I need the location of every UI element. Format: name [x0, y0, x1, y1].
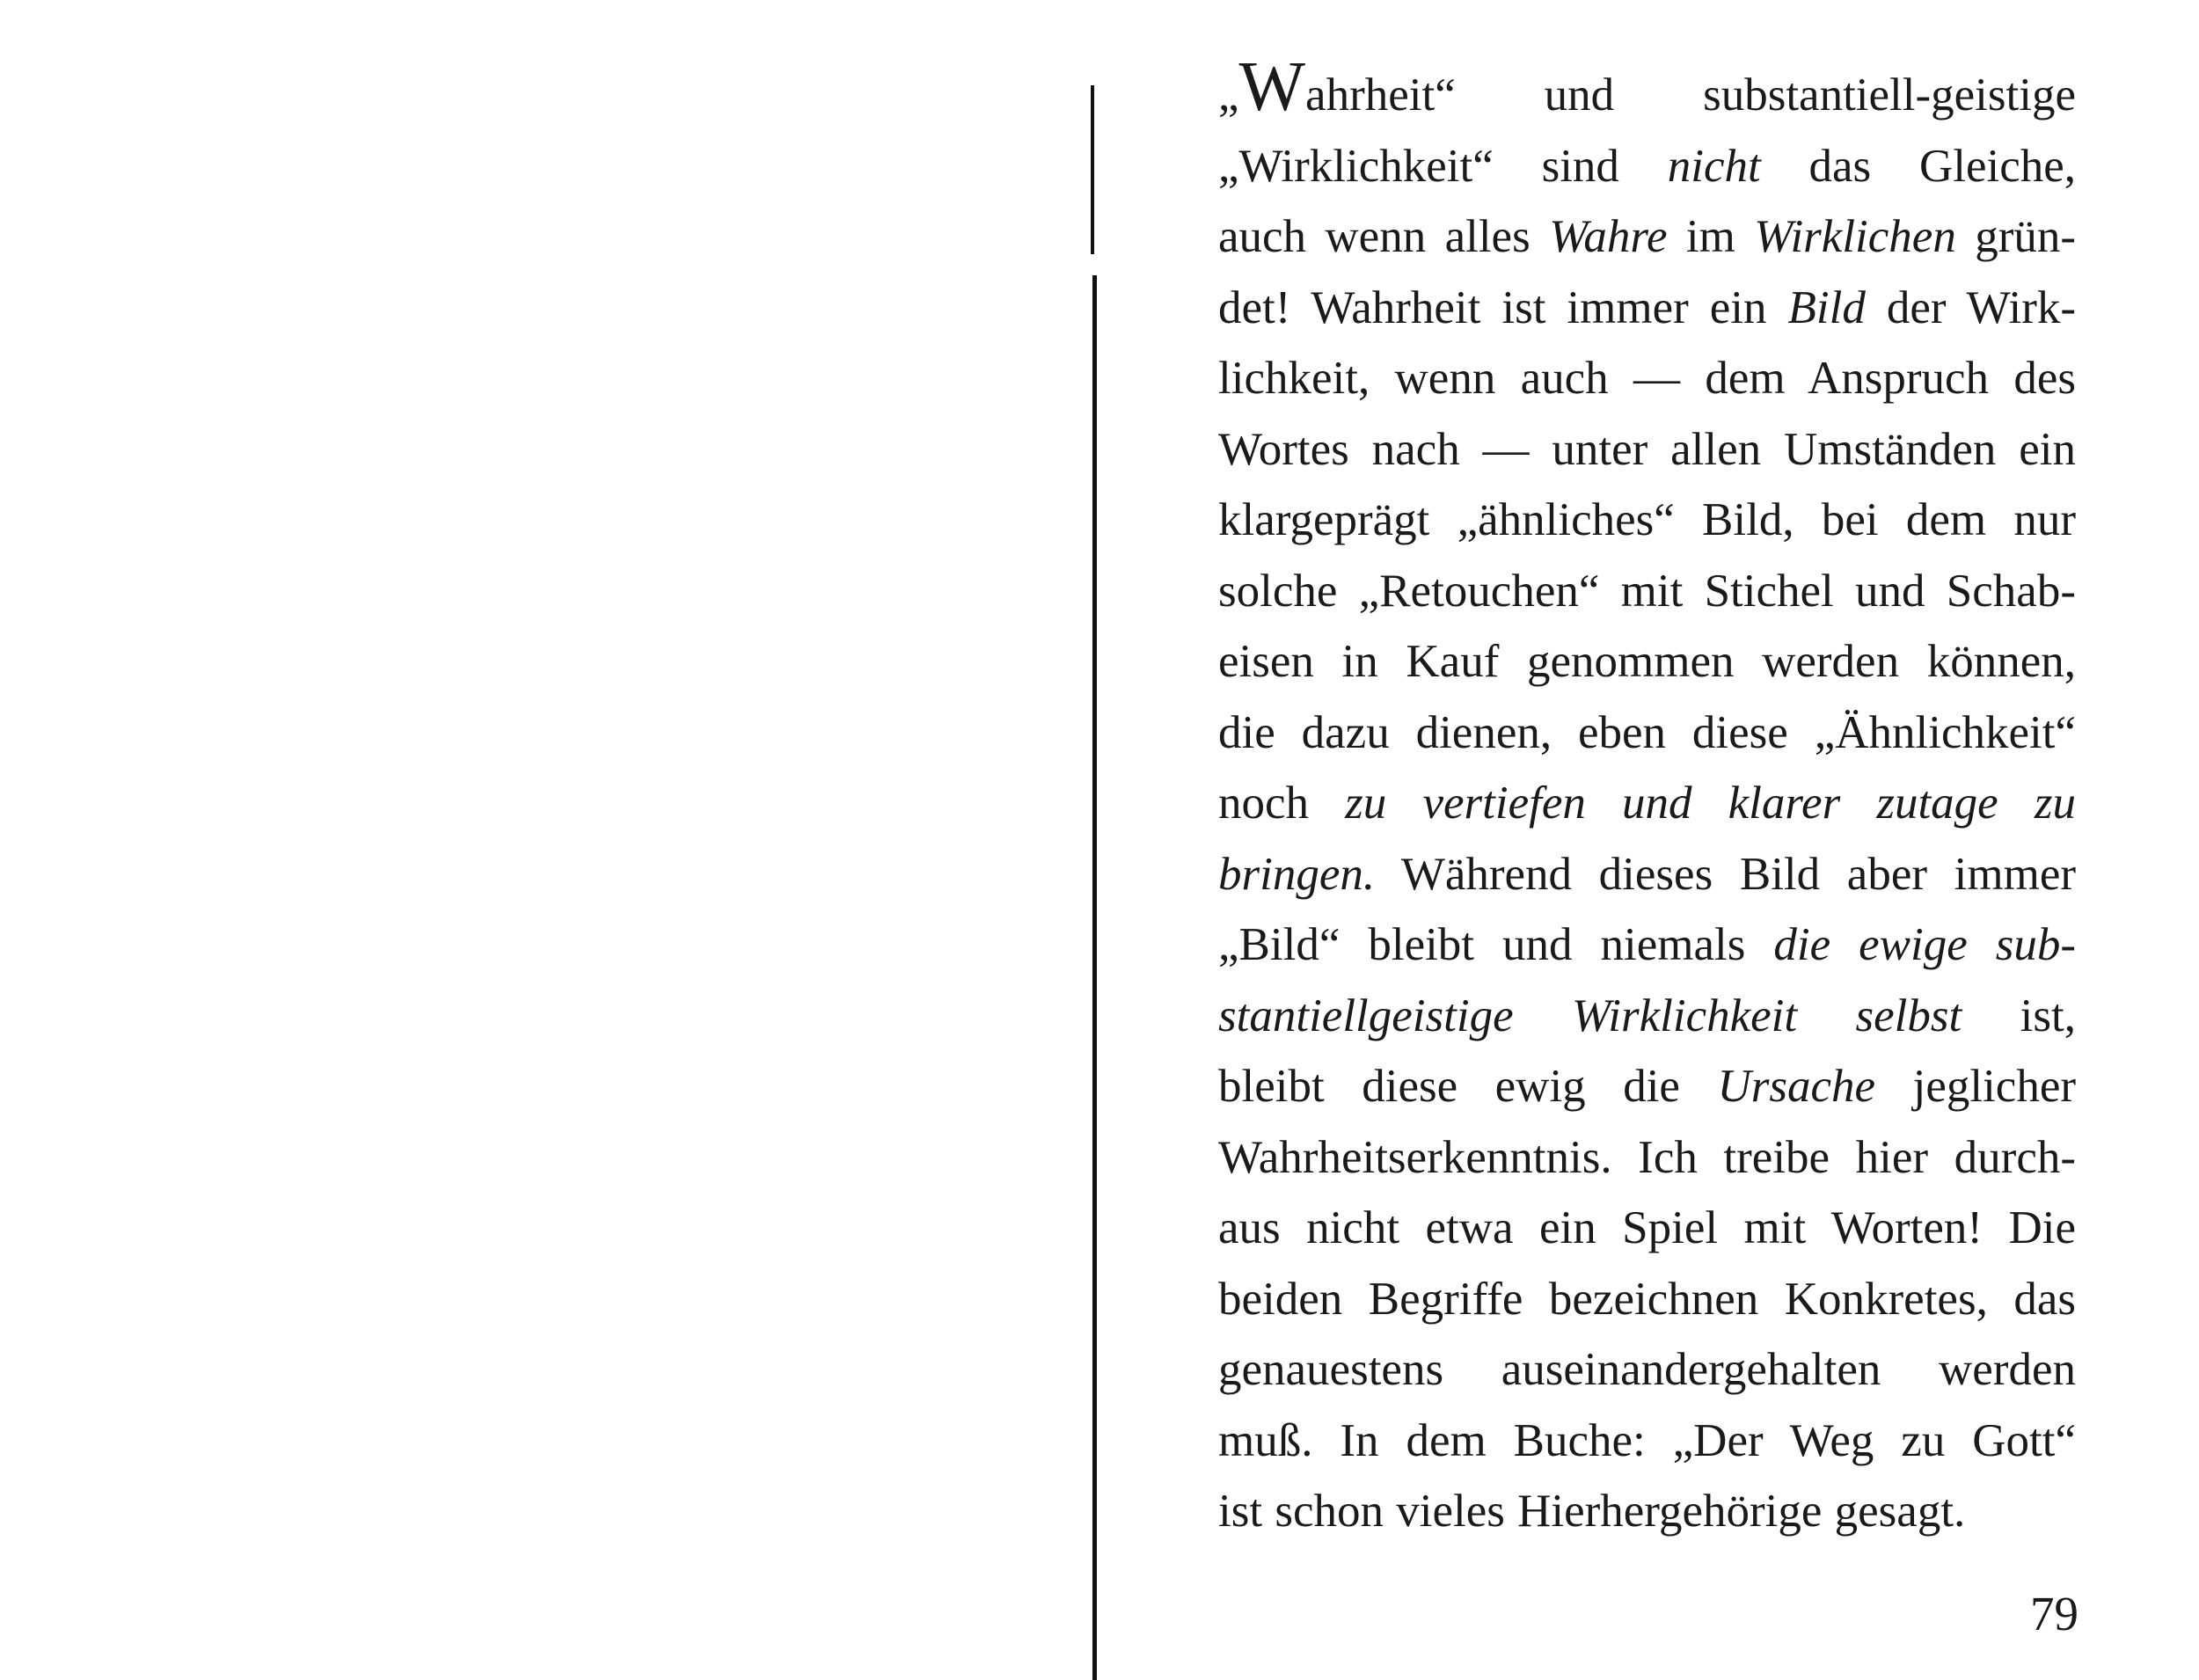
line-text: ist schon vieles Hierhergehörige gesagt.: [1218, 1486, 1966, 1537]
line-text: Wortes nach — unter allen Umständen ein: [1218, 423, 2076, 475]
emphasis-text: Bild: [1787, 281, 1866, 333]
text-line: [1218, 60, 2076, 131]
emphasis-text: Wirklichen: [1754, 211, 1956, 262]
line-text: „: [1218, 69, 1239, 121]
text-line: [1218, 768, 2076, 839]
body-text: [1218, 60, 2076, 1547]
line-text: das Gleiche,: [1760, 140, 2076, 192]
text-line: [1218, 1264, 2076, 1335]
emphasis-text: stantiellgeistige Wirklichkeit selbst: [1218, 990, 1962, 1041]
text-line: [1218, 343, 2076, 414]
emphasis-text: Ursache: [1717, 1061, 1876, 1112]
initial-letter: W: [1238, 60, 1306, 126]
line-text: im: [1667, 211, 1755, 262]
line-text: „Bild“ bleibt und niemals: [1218, 919, 1774, 970]
text-line: [1218, 1406, 2076, 1477]
line-text: „Wirklichkeit“ sind: [1218, 140, 1668, 192]
text-line: [1218, 485, 2076, 556]
gutter-line-lower: [1092, 275, 1097, 1680]
emphasis-text: nicht: [1667, 140, 1761, 192]
line-text: ist,: [1962, 990, 2076, 1041]
text-line: [1218, 273, 2076, 344]
text-line: [1218, 131, 2076, 202]
line-text: solche „Retouchen“ mit Stichel und Schab-: [1218, 565, 2076, 617]
text-line: [1218, 1476, 2076, 1547]
line-text: ahrheit“ und substantiell-geistige: [1305, 69, 2076, 121]
text-line: [1218, 981, 2076, 1052]
line-text: noch: [1218, 778, 1346, 829]
emphasis-text: bringen.: [1218, 848, 1376, 900]
text-line: [1218, 556, 2076, 627]
line-text: Wahrheitserkenntnis. Ich treibe hier durch-: [1218, 1131, 2076, 1183]
line-text: aus nicht etwa ein Spiel mit Worten! Die: [1218, 1202, 2076, 1253]
text-line: [1218, 1051, 2076, 1122]
line-text: bleibt diese ewig die: [1218, 1061, 1718, 1112]
line-text: genauestens auseinandergehalten werden: [1218, 1344, 2076, 1395]
right-page: [1218, 60, 2076, 1547]
line-text: beiden Begriffe bezeichnen Konkretes, das: [1218, 1273, 2076, 1325]
line-text: muß. In dem Buche: „Der Weg zu Gott“: [1218, 1414, 2076, 1466]
line-text: Während dieses Bild aber immer: [1375, 848, 2076, 900]
line-text: die dazu dienen, eben diese „Ähnlichkeit“: [1218, 706, 2076, 758]
text-line: [1218, 1122, 2076, 1194]
emphasis-text: die ewige sub-: [1773, 919, 2076, 970]
text-line: [1218, 1334, 2076, 1406]
line-text: eisen in Kauf genommen werden können,: [1218, 636, 2076, 687]
line-text: grün-: [1955, 211, 2076, 262]
text-line: [1218, 909, 2076, 981]
line-text: jeglicher: [1875, 1061, 2076, 1112]
line-text: det! Wahrheit ist immer ein: [1218, 281, 1788, 333]
gutter-line-upper: [1091, 85, 1094, 254]
text-line: [1218, 1193, 2076, 1264]
page-number: 79: [2030, 1587, 2078, 1640]
text-line: [1218, 201, 2076, 273]
emphasis-text: zu vertiefen und klarer zutage zu: [1345, 778, 2076, 829]
text-line: [1218, 626, 2076, 698]
line-text: der Wirk-: [1865, 281, 2076, 333]
text-line: [1218, 839, 2076, 910]
left-page-blank: [0, 0, 1091, 1680]
line-text: klargeprägt „ähnliches“ Bild, bei dem nur: [1218, 494, 2076, 545]
line-text: lichkeit, wenn auch — dem Anspruch des: [1218, 353, 2076, 404]
text-line: [1218, 698, 2076, 769]
line-text: auch wenn alles: [1218, 211, 1550, 262]
text-line: [1218, 414, 2076, 486]
emphasis-text: Wahre: [1549, 211, 1668, 262]
